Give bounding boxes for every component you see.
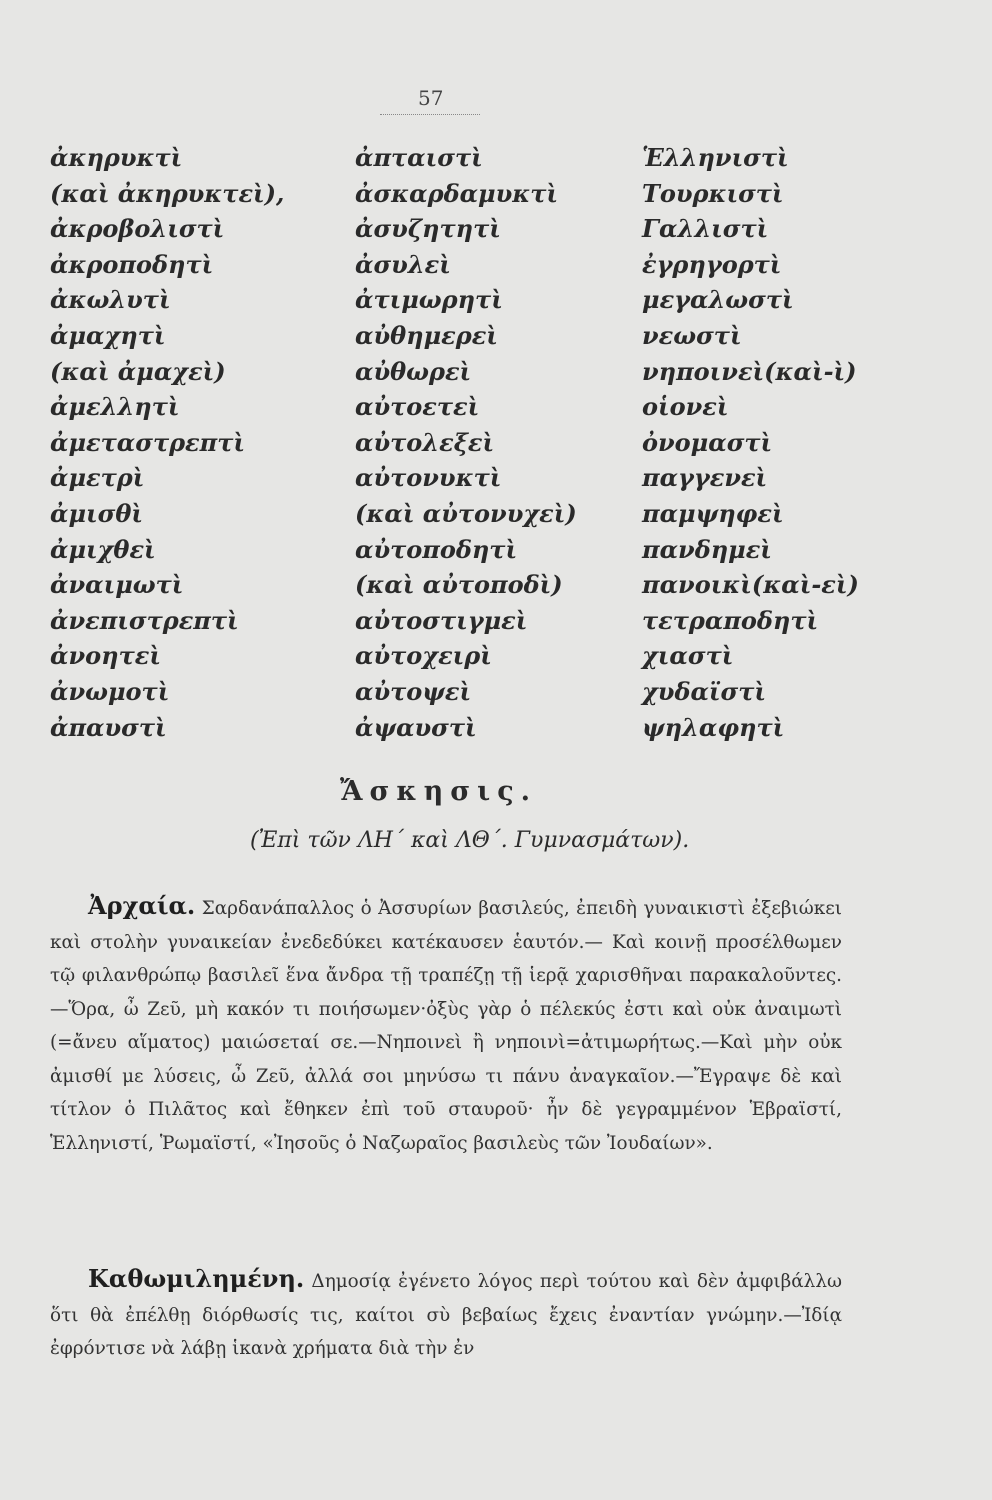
- exercise-subheading: (Ἐπὶ τῶν ΛΗ΄ καὶ ΛΘ΄. Γυμνασμάτων).: [250, 828, 690, 853]
- page-number: 57: [418, 86, 444, 110]
- word-entry: ἀμελλητὶ: [50, 392, 180, 422]
- word-entry: ἐγρηγορτὶ: [642, 249, 782, 279]
- exercise-heading: Ἄσκησις.: [340, 776, 538, 807]
- word-entry: χιαστὶ: [642, 641, 734, 671]
- word-entry: αὐτοστιγμεὶ: [355, 605, 528, 635]
- archaia-lead-word: Ἀρχαία.: [88, 891, 196, 920]
- word-entry: (καὶ ἀκηρυκτεὶ),: [50, 178, 285, 208]
- kathomilimeni-lead-word: Καθωμιλημένη.: [88, 1264, 305, 1293]
- word-entry: ἀπαυστὶ: [50, 712, 167, 742]
- word-column-3: [642, 140, 859, 745]
- kathomilimeni-paragraph: [50, 1262, 842, 1366]
- word-entry: ἀκηρυκτὶ: [50, 143, 183, 172]
- word-entry: (καὶ αὐτονυχεὶ): [355, 498, 577, 528]
- word-entry: ἀσκαρδαμυκτὶ: [355, 178, 559, 208]
- word-entry: αὐτονυκτὶ: [355, 463, 502, 493]
- word-entry: (καὶ αὐτοποδὶ): [355, 570, 563, 600]
- kathomilimeni-text: Δημοσίᾳ ἐγένετο λόγος περὶ τούτου καὶ δὲν ἀμφιβάλλω ὅτι θὰ ἐπέλθῃ διόρθωσίς τις, καίτοι σὺ βεβαίως ἔχεις ἐναντίαν γνώμην.—Ἰδίᾳ ἐφρόντισε νὰ λάβῃ ἱκανὰ χρήματα διὰ τὴν ἐν: [50, 1271, 842, 1359]
- word-entry: ἀσυζητητὶ: [355, 214, 501, 244]
- word-entry: ἀψαυστὶ: [355, 712, 477, 742]
- word-entry: ἀμισθὶ: [50, 498, 143, 528]
- word-entry: Γαλλιστὶ: [642, 214, 769, 244]
- word-entry: νηποινεὶ(καὶ-ὶ): [642, 356, 857, 386]
- word-entry: χυδαϊστὶ: [642, 676, 766, 706]
- word-entry: νεωστὶ: [642, 320, 742, 350]
- archaia-text: Σαρδανάπαλλος ὁ Ἀσσυρίων βασιλεύς, ἐπειδὴ γυναικιστὶ ἐξεβιώκει καὶ στολὴν γυναικείαν ἐνεδεδύκει κατέκαυσεν ἑαυτόν.— Καὶ κοινῇ προσέλθωμεν τῷ φιλανθρώπῳ βασιλεῖ ἕνα ἄνδρα τῇ τραπέζῃ τῇ ἱερᾷ χαρισθῆναι παρακαλοῦντες.—Ὅρα, ὦ Ζεῦ, μὴ κακόν τι ποιήσωμεν·ὀξὺς γὰρ ὁ πέλεκύς ἐστι καὶ οὐκ ἀναιμωτὶ (=ἄνευ αἵματος) μαιώσεταί σε.—Νηποινεὶ ἢ νηποινὶ=ἀτιμωρήτως.—Καὶ μὴν οὐκ ἀμισθί με λύσεις, ὦ Ζεῦ, ἀλλά σοι μηνύσω τι πάνυ ἀναγκαῖον.—Ἔγραψε δὲ καὶ τίτλον ὁ Πιλᾶτος καὶ ἔθηκεν ἐπὶ τοῦ σταυροῦ· ἦν δὲ γεγραμμένον Ἑβραϊστί, Ἑλληνιστί, Ῥωμαϊστί, «Ἰησοῦς ὁ Ναζωραῖος βασιλεὺς τῶν Ἰουδαίων».: [50, 898, 842, 1154]
- word-entry: ἀμεταστρεπτὶ: [50, 427, 245, 457]
- word-entry: ἀναιμωτὶ: [50, 570, 184, 600]
- word-entry: μεγαλωστὶ: [642, 285, 794, 315]
- word-entry: ψηλαφητὶ: [642, 712, 785, 742]
- word-entry: ἀνοητεὶ: [50, 641, 161, 671]
- word-entry: πανδημεὶ: [642, 534, 772, 564]
- archaia-paragraph: [50, 889, 842, 1160]
- word-entry: ἀπταιστὶ: [355, 143, 483, 172]
- word-entry: ἀκροβολιστὶ: [50, 214, 225, 244]
- word-entry: ὀνομαστὶ: [642, 427, 773, 457]
- word-entry: ἀτιμωρητὶ: [355, 285, 503, 315]
- word-column-2: [355, 140, 577, 745]
- word-entry: Τουρκιστὶ: [642, 178, 784, 208]
- word-entry: παμψηφεὶ: [642, 498, 784, 528]
- word-entry: αὐτοψεὶ: [355, 676, 472, 706]
- word-entry: αὐθημερεὶ: [355, 320, 498, 350]
- word-entry: αὐτοχειρὶ: [355, 641, 492, 671]
- word-entry: (καὶ ἀμαχεὶ): [50, 356, 226, 386]
- word-entry: ἀνεπιστρεπτὶ: [50, 605, 239, 635]
- word-entry: αὐτολεξεὶ: [355, 427, 495, 457]
- word-entry: ἀνωμοτὶ: [50, 676, 170, 706]
- word-entry: τετραποδητὶ: [642, 605, 819, 635]
- word-column-1: [50, 140, 284, 745]
- word-entry: Ἑλληνιστὶ: [642, 143, 789, 172]
- word-entry: αὐθωρεὶ: [355, 356, 472, 386]
- page-number-rule: [380, 114, 480, 115]
- word-entry: αὐτοποδητὶ: [355, 534, 518, 564]
- word-entry: αὐτοετεὶ: [355, 392, 480, 422]
- word-entry: ἀκροποδητὶ: [50, 249, 214, 279]
- word-entry: πανοικὶ(καὶ-εὶ): [642, 570, 859, 600]
- word-entry: οἱονεὶ: [642, 392, 729, 422]
- word-entry: ἀμετρὶ: [50, 463, 145, 493]
- word-entry: ἀμιχθεὶ: [50, 534, 156, 564]
- word-entry: παγγενεὶ: [642, 463, 768, 493]
- word-entry: ἀμαχητὶ: [50, 320, 166, 350]
- word-entry: ἀσυλεὶ: [355, 249, 451, 279]
- word-entry: ἀκωλυτὶ: [50, 285, 171, 315]
